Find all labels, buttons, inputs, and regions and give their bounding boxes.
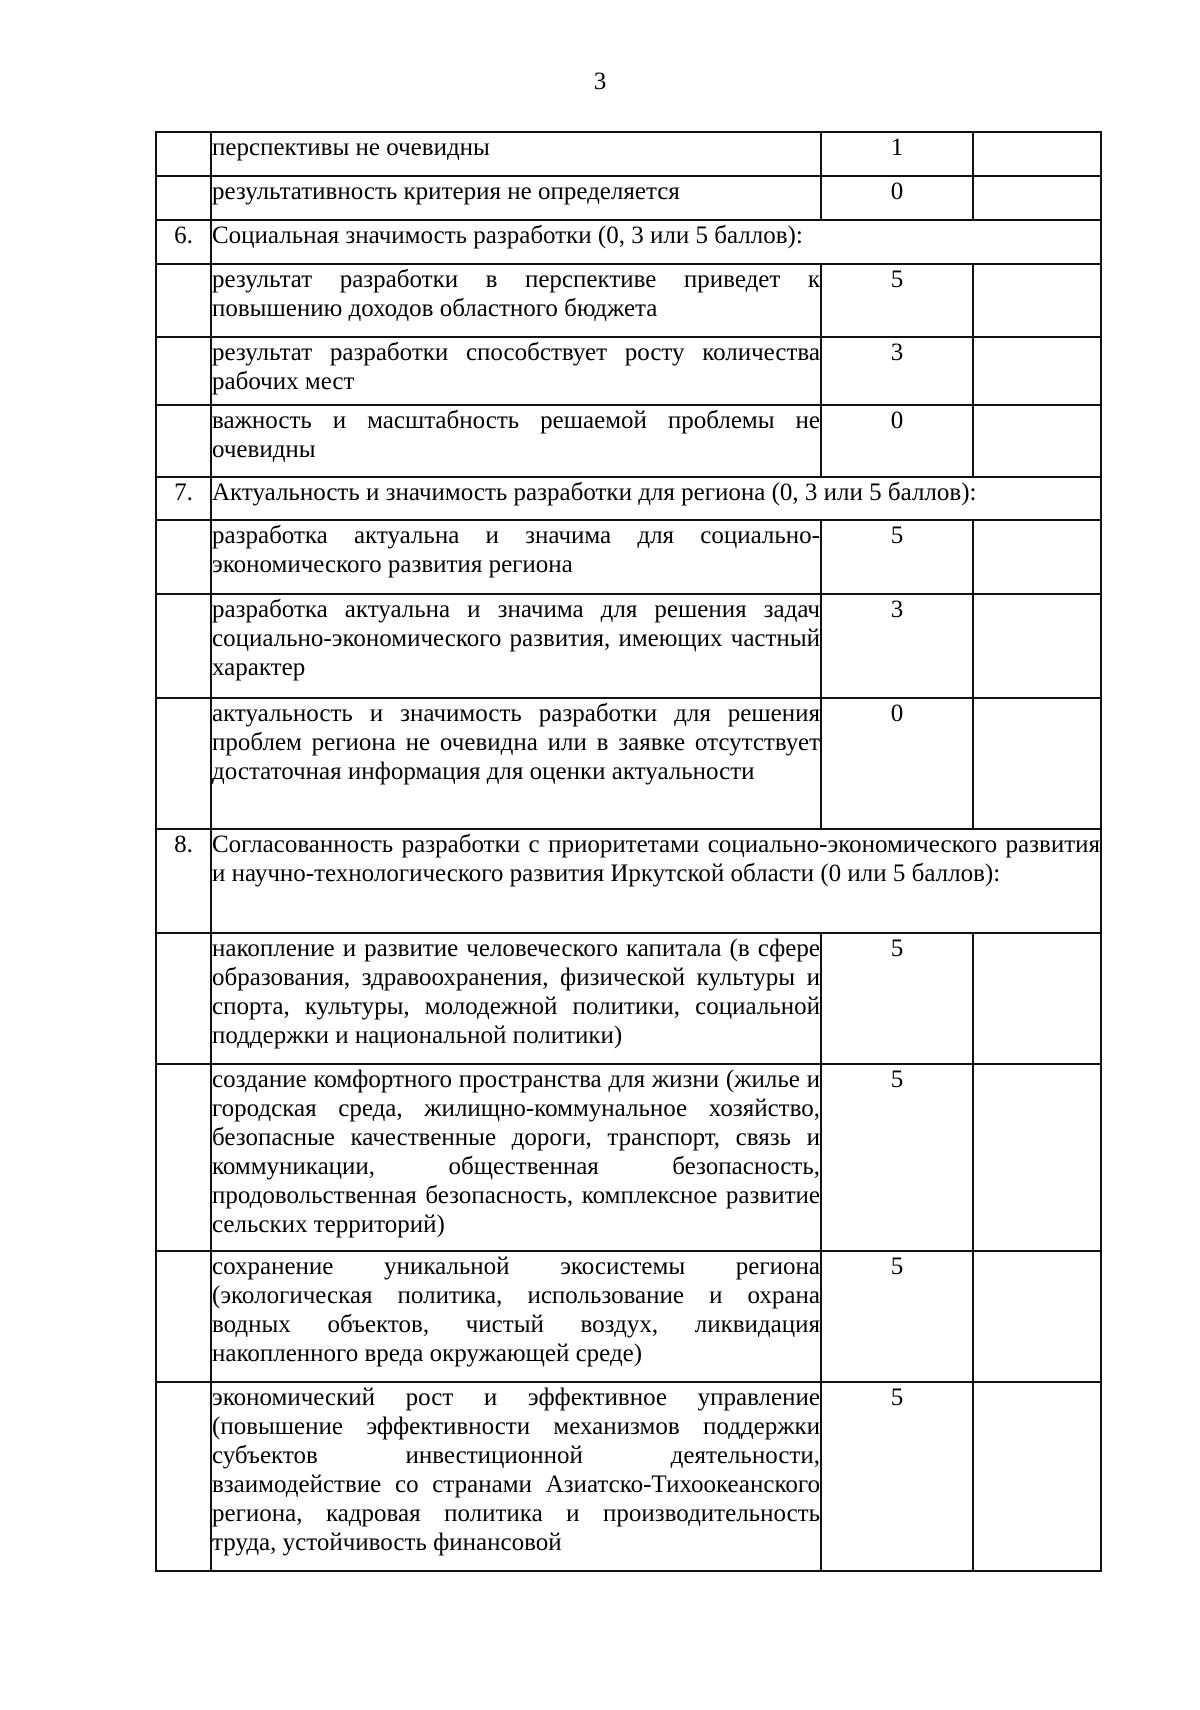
criterion-score: 3 bbox=[821, 594, 973, 698]
assessment-cell bbox=[973, 176, 1101, 220]
criterion-number-cell bbox=[156, 933, 211, 1064]
assessment-cell bbox=[973, 337, 1101, 405]
assessment-cell bbox=[973, 1064, 1101, 1251]
criterion-number-cell bbox=[156, 698, 211, 829]
assessment-cell bbox=[973, 594, 1101, 698]
table-row bbox=[156, 264, 1101, 337]
criterion-option-text: накопление и развитие человеческого капитала (в сфере образования, здравоохранения, физической культуры и спорта, культуры, молодежной политики, социальной поддержки и национальной политики) bbox=[211, 933, 821, 1064]
criterion-number-cell bbox=[156, 132, 211, 176]
table-row bbox=[156, 176, 1101, 220]
criterion-score: 5 bbox=[821, 1251, 973, 1382]
section-number: 6. bbox=[156, 220, 211, 264]
criterion-score: 0 bbox=[821, 698, 973, 829]
criterion-number-cell bbox=[156, 1382, 211, 1571]
section-header-row bbox=[156, 829, 1101, 933]
criterion-option-text: разработка актуальна и значима для решения задач социально-экономического развития, имеющих частный характер bbox=[211, 594, 821, 698]
assessment-cell bbox=[973, 698, 1101, 829]
evaluation-criteria-table bbox=[155, 131, 1102, 1572]
criterion-option-text: результат разработки в перспективе приведет к повышению доходов областного бюджета bbox=[211, 264, 821, 337]
assessment-cell bbox=[973, 405, 1101, 477]
section-number: 8. bbox=[156, 829, 211, 933]
criterion-score: 5 bbox=[821, 933, 973, 1064]
criterion-number-cell bbox=[156, 520, 211, 594]
page-number: 3 bbox=[593, 68, 607, 95]
table-row bbox=[156, 1382, 1101, 1571]
table-row bbox=[156, 594, 1101, 698]
criterion-number-cell bbox=[156, 405, 211, 477]
criterion-number-cell bbox=[156, 176, 211, 220]
criterion-score: 5 bbox=[821, 520, 973, 594]
criterion-option-text: результат разработки способствует росту количества рабочих мест bbox=[211, 337, 821, 405]
assessment-cell bbox=[973, 933, 1101, 1064]
criterion-option-text: экономический рост и эффективное управление (повышение эффективности механизмов поддержки субъектов инвестиционной деятельности, взаимодействие со странами Азиатско-Тихоокеанского региона, кадровая политика и производительность труда, устойчивость финансовой bbox=[211, 1382, 821, 1571]
criterion-option-text: сохранение уникальной экосистемы региона (экологическая политика, использование и охрана водных объектов, чистый воздух, ликвидация накопленного вреда окружающей среде) bbox=[211, 1251, 821, 1382]
section-title: Социальная значимость разработки (0, 3 или 5 баллов): bbox=[211, 220, 1101, 264]
criterion-score: 1 bbox=[821, 132, 973, 176]
criterion-score: 5 bbox=[821, 1064, 973, 1251]
assessment-cell bbox=[973, 264, 1101, 337]
table-row bbox=[156, 933, 1101, 1064]
criterion-option-text: разработка актуальна и значима для социально-экономического развития региона bbox=[211, 520, 821, 594]
assessment-cell bbox=[973, 520, 1101, 594]
table-row bbox=[156, 698, 1101, 829]
criterion-score: 5 bbox=[821, 264, 973, 337]
section-title: Согласованность разработки с приоритетами социально-экономического развития и научно-технологического развития Иркутской области (0 или 5 баллов): bbox=[211, 829, 1101, 933]
assessment-cell bbox=[973, 1382, 1101, 1571]
section-header-row bbox=[156, 220, 1101, 264]
table-row bbox=[156, 405, 1101, 477]
section-title: Актуальность и значимость разработки для региона (0, 3 или 5 баллов): bbox=[211, 477, 1101, 520]
table-row bbox=[156, 337, 1101, 405]
criterion-option-text: перспективы не очевидны bbox=[211, 132, 821, 176]
criterion-score: 3 bbox=[821, 337, 973, 405]
criterion-number-cell bbox=[156, 1251, 211, 1382]
criterion-option-text: создание комфортного пространства для жизни (жилье и городская среда, жилищно-коммунальное хозяйство, безопасные качественные дороги, транспорт, связь и коммуникации, общественная безопасность, продовольственная безопасность, комплексное развитие сельских территорий) bbox=[211, 1064, 821, 1251]
assessment-cell bbox=[973, 132, 1101, 176]
criterion-score: 0 bbox=[821, 176, 973, 220]
assessment-cell bbox=[973, 1251, 1101, 1382]
table-row bbox=[156, 520, 1101, 594]
section-number: 7. bbox=[156, 477, 211, 520]
section-header-row bbox=[156, 477, 1101, 520]
criterion-score: 5 bbox=[821, 1382, 973, 1571]
criterion-option-text: актуальность и значимость разработки для решения проблем региона не очевидна или в заявке отсутствует достаточная информация для оценки актуальности bbox=[211, 698, 821, 829]
criterion-number-cell bbox=[156, 337, 211, 405]
criterion-number-cell bbox=[156, 594, 211, 698]
criterion-number-cell bbox=[156, 1064, 211, 1251]
criterion-option-text: важность и масштабность решаемой проблемы не очевидны bbox=[211, 405, 821, 477]
table-row bbox=[156, 132, 1101, 176]
criterion-option-text: результативность критерия не определяется bbox=[211, 176, 821, 220]
table-row bbox=[156, 1064, 1101, 1251]
criterion-number-cell bbox=[156, 264, 211, 337]
table-row bbox=[156, 1251, 1101, 1382]
criterion-score: 0 bbox=[821, 405, 973, 477]
